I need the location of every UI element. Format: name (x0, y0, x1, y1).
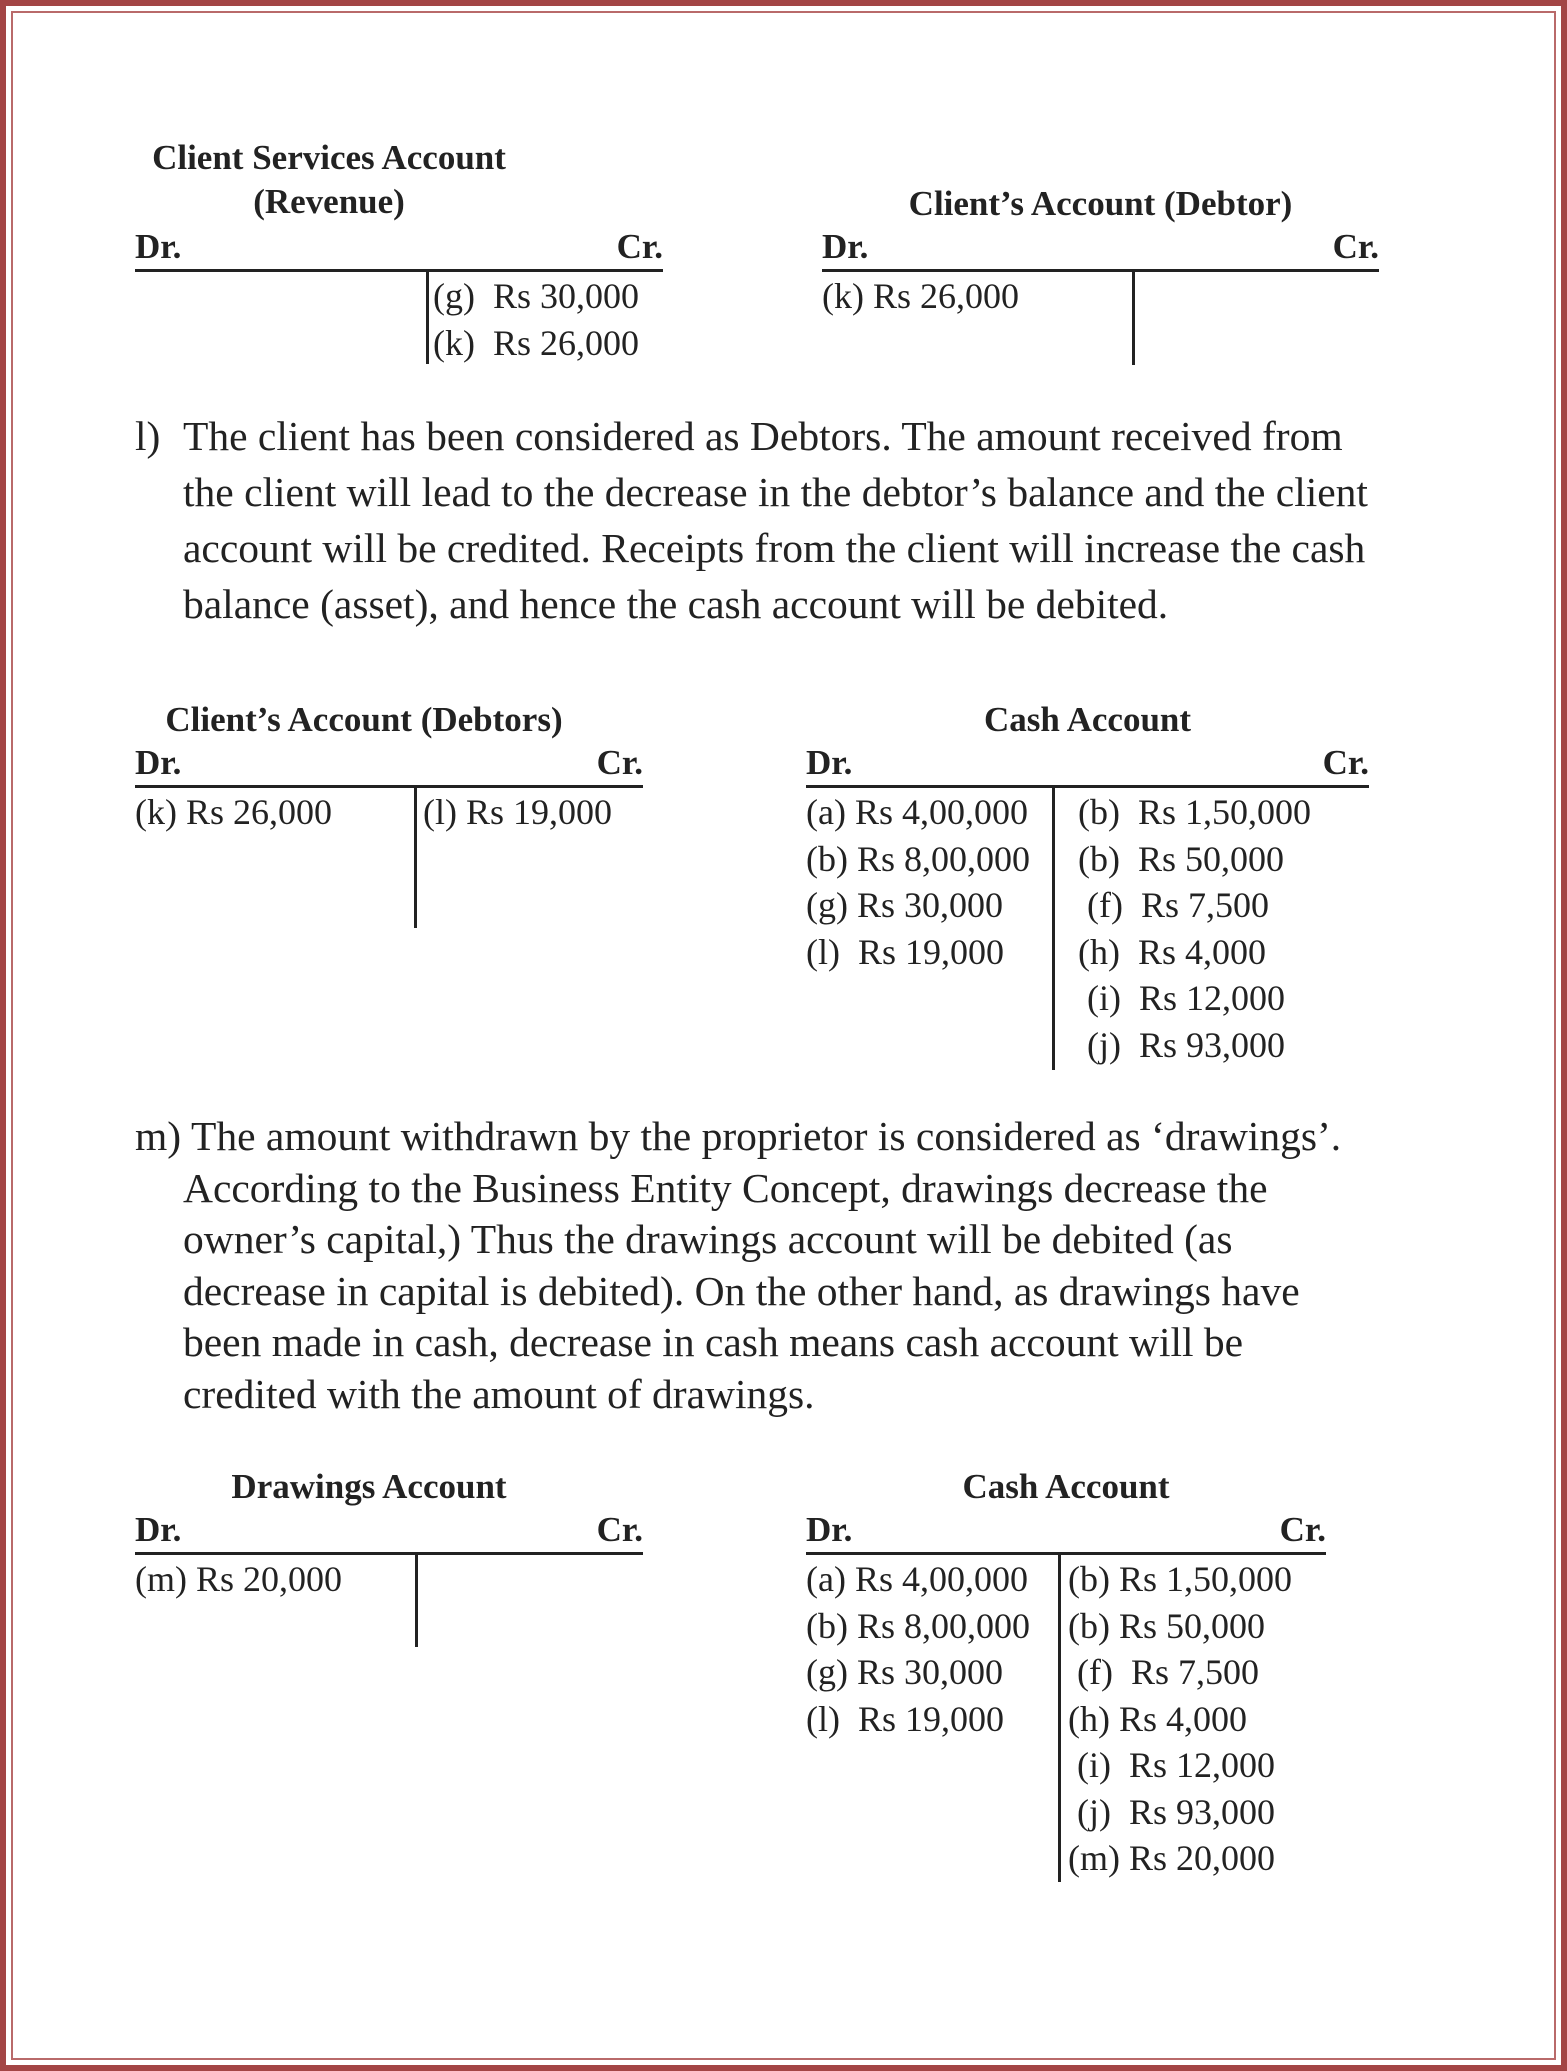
credit-entry: (i) Rs 12,000 (1068, 1745, 1275, 1785)
paragraph-line: owner’s capital,) Thus the drawings account will be debited (as (183, 1216, 1233, 1262)
debit-entry: (l) Rs 19,000 (806, 1698, 1004, 1739)
credit-entry: (f) Rs 7,500 (1068, 1652, 1259, 1692)
clients-account-debtors (135, 697, 643, 929)
account-title-subtitle: (Revenue) (253, 182, 405, 221)
t-account-rule (806, 785, 1369, 788)
dr-cr-row (135, 227, 663, 267)
cash-account-updated (806, 1464, 1326, 1883)
dr-label: Dr. (135, 227, 182, 266)
paragraph-marker: m) (135, 1113, 182, 1159)
account-title: Client’s Account (Debtors) (165, 700, 563, 739)
cr-label: Cr. (1279, 1510, 1326, 1549)
t-account-divider (426, 272, 429, 364)
paragraph-line: been made in cash, decrease in cash means cash account will be (183, 1319, 1244, 1365)
paragraph-marker: l) (135, 413, 161, 459)
dr-label: Dr. (135, 1510, 182, 1549)
credit-entry: (h) Rs 4,000 (1078, 931, 1266, 972)
credit-entry: (l) Rs 19,000 (423, 792, 612, 832)
debit-column (822, 273, 1019, 320)
debit-entry: (m) Rs 20,000 (135, 1559, 342, 1599)
paragraph-line: credited with the amount of drawings. (183, 1370, 815, 1417)
cr-label: Cr. (1322, 743, 1369, 782)
debit-entry: (a) Rs 4,00,000 (806, 1559, 1028, 1599)
debit-entry: (k) Rs 26,000 (135, 792, 332, 832)
debit-column (806, 1556, 1030, 1742)
t-account-divider (415, 1555, 418, 1647)
credit-entry: (b) Rs 1,50,000 (1078, 792, 1311, 832)
t-account-divider (1052, 788, 1055, 1070)
dr-label: Dr. (135, 743, 182, 782)
cr-label: Cr. (596, 743, 643, 782)
t-account-divider (1058, 1555, 1061, 1882)
dr-label: Dr. (806, 1510, 853, 1549)
paragraph-line: The amount withdrawn by the proprietor is considered as ‘drawings’. (191, 1113, 1342, 1159)
credit-column (1068, 1556, 1292, 1882)
cr-label: Cr. (596, 1510, 643, 1549)
paragraph-line: the client will lead to the decrease in the debtor’s balance and the client (183, 469, 1368, 515)
t-account-rule (806, 1552, 1326, 1555)
debit-column (135, 789, 332, 836)
credit-entry: (h) Rs 4,000 (1068, 1698, 1247, 1739)
dr-label: Dr. (822, 227, 869, 266)
credit-entry: (g) Rs 30,000 (433, 276, 639, 316)
dr-cr-row (822, 227, 1379, 267)
credit-entry: (f) Rs 7,500 (1078, 885, 1269, 925)
debit-entry: (k) Rs 26,000 (822, 276, 1019, 316)
debit-entry: (b) Rs 8,00,000 (806, 1605, 1030, 1646)
account-title: Client’s Account (Debtor) (908, 184, 1293, 223)
paragraph-line: decrease in capital is debited). On the other hand, as drawings have (183, 1267, 1300, 1314)
account-title: Drawings Account (231, 1467, 507, 1506)
dr-cr-row (135, 1510, 643, 1550)
cr-label: Cr. (1332, 227, 1379, 266)
dr-cr-row (135, 743, 643, 783)
debit-entry: (g) Rs 30,000 (806, 885, 1003, 925)
t-account-rule (135, 785, 643, 788)
t-account-rule (135, 1552, 643, 1555)
debit-entry: (g) Rs 30,000 (806, 1652, 1003, 1692)
paragraph-line: account will be credited. Receipts from the client will increase the cash (183, 525, 1366, 571)
debit-column (806, 789, 1030, 975)
credit-column (1078, 789, 1311, 1068)
t-account-divider (1132, 272, 1135, 365)
credit-entry: (b) Rs 50,000 (1078, 838, 1284, 879)
account-title: Cash Account (983, 700, 1192, 739)
credit-entry: (i) Rs 12,000 (1078, 978, 1285, 1018)
credit-entry: (m) Rs 20,000 (1068, 1838, 1275, 1878)
cash-account (806, 697, 1369, 1070)
credit-column (423, 789, 612, 836)
paragraph-line: The client has been considered as Debtors. The amount received from (183, 413, 1343, 459)
dr-label: Dr. (806, 743, 853, 782)
paragraph-line: According to the Business Entity Concept, drawings decrease the (183, 1164, 1268, 1211)
debit-entry: (a) Rs 4,00,000 (806, 792, 1028, 832)
t-account-rule (822, 269, 1379, 272)
clients-account-debtor (822, 181, 1379, 366)
t-account-divider (414, 788, 417, 928)
credit-entry: (b) Rs 50,000 (1068, 1605, 1265, 1646)
account-title: Cash Account (962, 1467, 1170, 1506)
debit-column (135, 1556, 342, 1603)
client-services-account (135, 135, 663, 370)
paragraph-line: balance (asset), and hence the cash account will be debited. (183, 581, 1169, 627)
t-account-rule (135, 269, 663, 272)
credit-column (433, 273, 639, 366)
dr-cr-row (806, 1510, 1326, 1550)
credit-entry: (j) Rs 93,000 (1068, 1791, 1275, 1832)
credit-entry: (k) Rs 26,000 (433, 322, 639, 363)
debit-entry: (l) Rs 19,000 (806, 931, 1004, 972)
debit-entry: (b) Rs 8,00,000 (806, 838, 1030, 879)
cr-label: Cr. (616, 227, 663, 266)
account-title: Client Services Account (152, 138, 506, 177)
credit-entry: (j) Rs 93,000 (1078, 1024, 1285, 1065)
credit-entry: (b) Rs 1,50,000 (1068, 1559, 1292, 1599)
drawings-account (135, 1464, 643, 1649)
dr-cr-row (806, 743, 1369, 783)
